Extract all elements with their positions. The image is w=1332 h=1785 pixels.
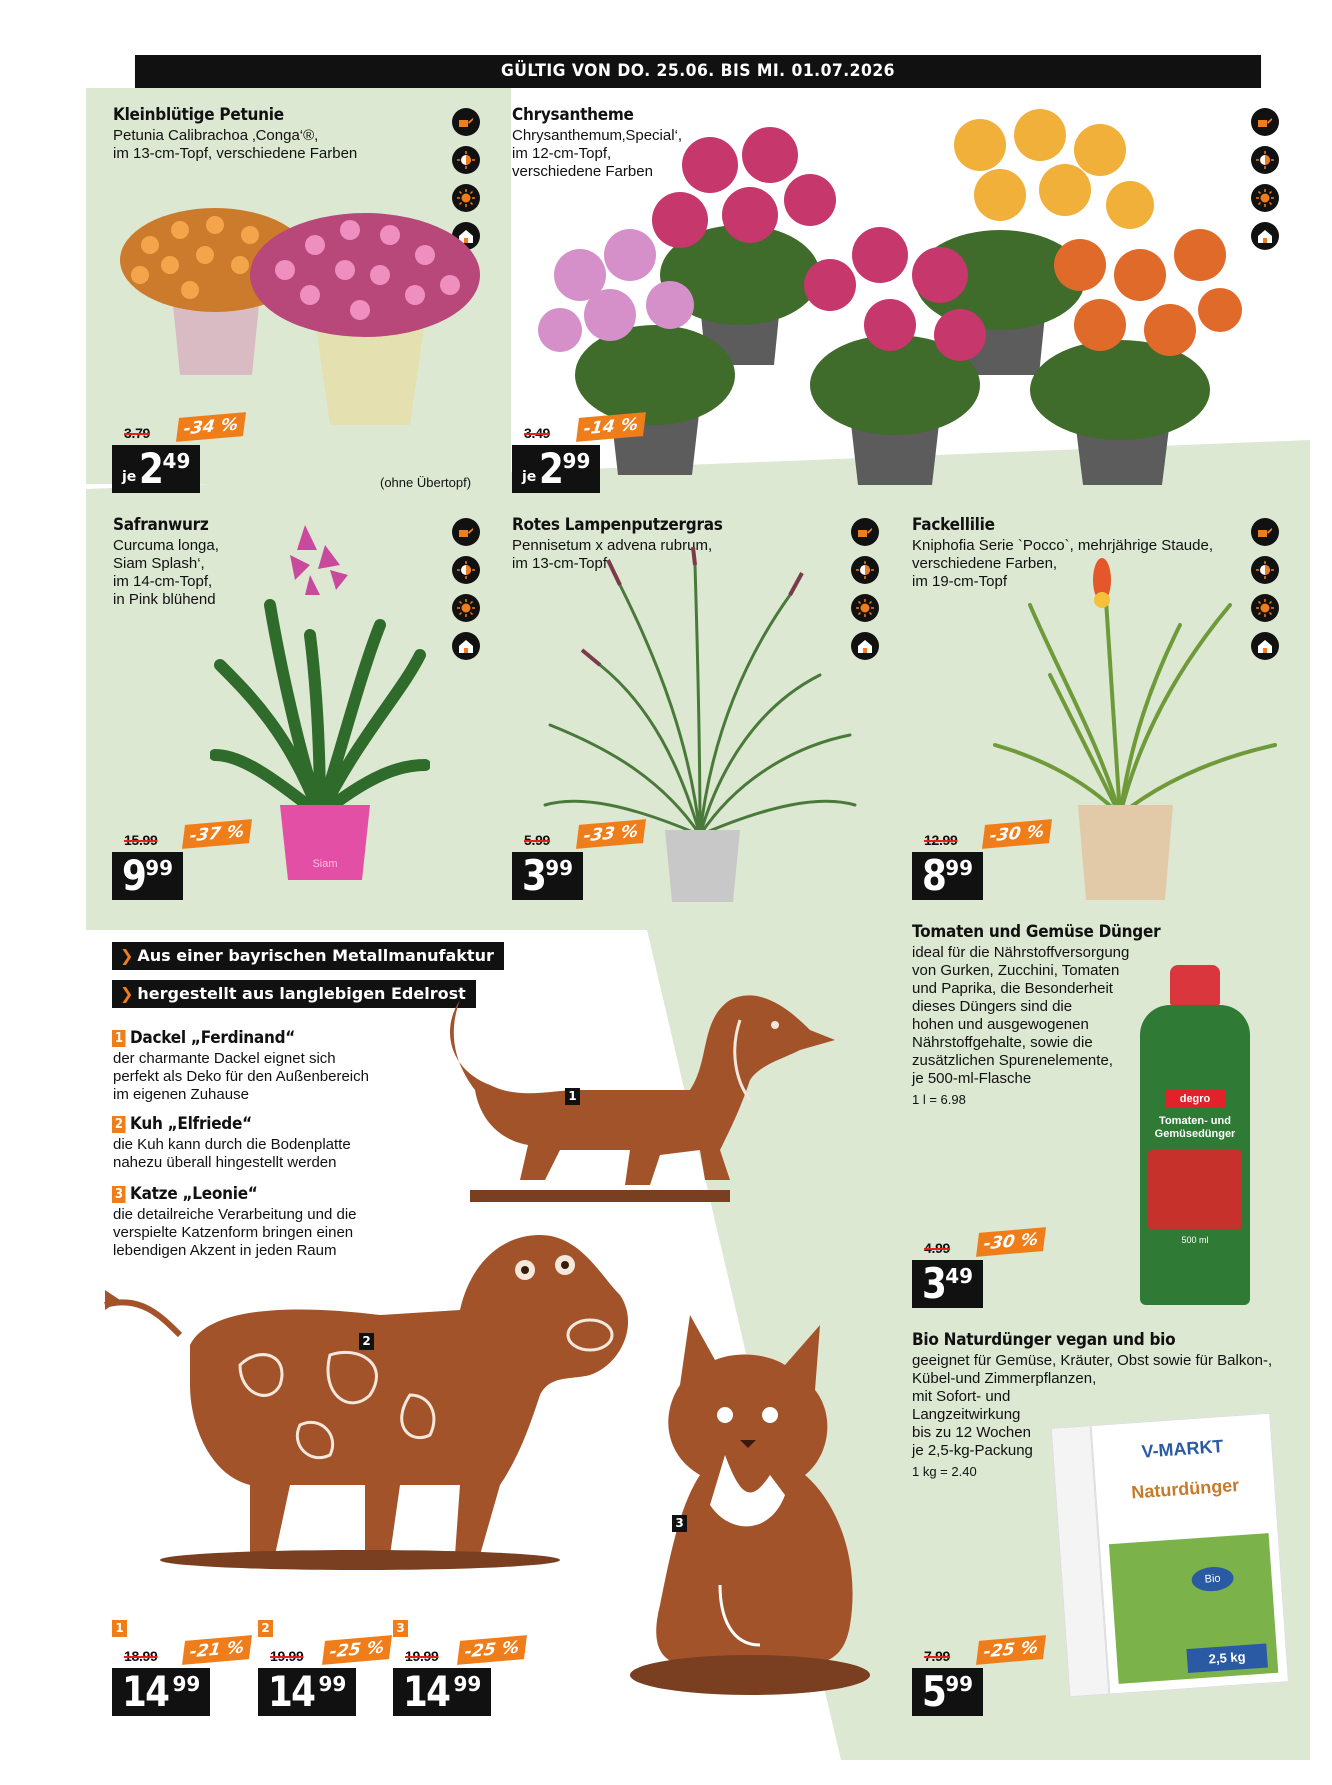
price-integer: 14 xyxy=(403,1667,450,1716)
product-title-fackellilie: Fackellilie xyxy=(912,515,995,535)
product-title-lampenputzergras: Rotes Lampenputzergras xyxy=(512,515,723,535)
pot-label: Siam xyxy=(312,858,338,870)
price-integer: 14 xyxy=(122,1667,169,1716)
price-box xyxy=(912,1668,983,1716)
product-desc-lampenputzergras: Pennisetum x advena rubrum, im 13-cm-Topf xyxy=(512,537,713,572)
product-desc-tomatenduenger: ideal für die Nährstoffversorgung von Gurken, Zucchini, Tomaten und Paprika, die Besonderheit dieses Düngers sind die hohen und ausgewogenen Nährstoffgehalte, sowie die zusätzlichen Spurenelemente, je 500-ml-Flasche xyxy=(912,944,1130,1087)
old-price: 7.99 xyxy=(924,1648,951,1664)
cow-figure xyxy=(100,1225,640,1585)
item-title-katze xyxy=(112,1184,258,1204)
feature-bullet xyxy=(112,942,504,970)
half-sun-icon xyxy=(452,146,480,174)
half-sun-icon xyxy=(452,556,480,584)
note-without-pot: (ohne Übertopf) xyxy=(380,475,472,490)
old-price: 5.99 xyxy=(524,832,551,848)
price-integer: 2 xyxy=(139,444,163,493)
price-decimal: 49 xyxy=(162,449,191,473)
item-number: 3 xyxy=(112,1186,126,1203)
price-integer: 14 xyxy=(268,1667,315,1716)
item-number: 2 xyxy=(112,1116,126,1133)
product-title-safranwurz: Safranwurz xyxy=(113,515,209,535)
dachshund-figure xyxy=(430,990,840,1230)
price-integer: 2 xyxy=(539,444,563,493)
old-price: 3.79 xyxy=(124,425,151,441)
watering-can-icon xyxy=(1251,108,1279,136)
price-decimal: 99 xyxy=(945,1672,974,1696)
unit-price: 1 kg = 2.40 xyxy=(912,1464,977,1479)
validity-header: GÜLTIG VON DO. 25.06. BIS MI. 01.07.2026 xyxy=(135,55,1261,88)
price-box xyxy=(112,1668,210,1716)
price-decimal: 99 xyxy=(318,1672,347,1696)
figure-number-2: 2 xyxy=(359,1333,374,1350)
item-desc-dackel: der charmante Dackel eignet sich perfekt als Deko für den Außenbereich im eigenen Zuhause xyxy=(113,1050,369,1103)
price-integer: 3 xyxy=(522,851,546,900)
discount-badge: -30 % xyxy=(982,819,1052,849)
old-price: 3.49 xyxy=(524,425,551,441)
watering-can-icon xyxy=(452,108,480,136)
price-box xyxy=(258,1668,356,1716)
arrow-icon: ❯ xyxy=(120,946,134,965)
figure-number-1: 1 xyxy=(565,1088,580,1105)
feature-text: hergestellt aus langlebigen Edelrost xyxy=(137,984,466,1003)
price-number-1: 1 xyxy=(112,1620,127,1637)
fertilizer-bottle-image xyxy=(1140,965,1250,1305)
feature-bullet xyxy=(112,980,476,1008)
arrow-icon: ❯ xyxy=(120,984,134,1003)
item-title-text: Kuh „Elfriede“ xyxy=(130,1114,252,1134)
price-prefix: je xyxy=(122,469,137,485)
item-title-text: Dackel „Ferdinand“ xyxy=(130,1028,296,1048)
item-desc-kuh: die Kuh kann durch die Bodenplatte nahezu überall hingestellt werden xyxy=(113,1136,351,1171)
item-title-dackel xyxy=(112,1028,295,1048)
product-desc-chrysantheme: Chrysanthemum‚Special‘, im 12-cm-Topf, verschiedene Farben xyxy=(512,127,683,180)
house-icon xyxy=(1251,222,1279,250)
price-integer: 8 xyxy=(922,851,946,900)
price-decimal: 99 xyxy=(562,449,591,473)
price-box xyxy=(112,852,183,900)
old-price: 18.99 xyxy=(124,1648,158,1664)
discount-badge: -34 % xyxy=(176,412,246,442)
price-box xyxy=(912,852,983,900)
price-prefix: je xyxy=(522,469,537,485)
price-box xyxy=(112,445,200,493)
house-icon xyxy=(452,632,480,660)
watering-can-icon xyxy=(452,518,480,546)
item-title-text: Katze „Leonie“ xyxy=(130,1184,258,1204)
cat-figure xyxy=(620,1305,880,1705)
pack-badge: Bio xyxy=(1191,1566,1235,1593)
bottle-volume: 500 ml xyxy=(1181,1235,1209,1245)
discount-badge: -25 % xyxy=(457,1635,527,1665)
product-title-petunie: Kleinblütige Petunie xyxy=(113,105,284,125)
fertilizer-pack-image xyxy=(1051,1413,1290,1703)
product-title-naturduenger: Bio Naturdünger vegan und bio xyxy=(912,1330,1176,1350)
product-title-tomatenduenger: Tomaten und Gemüse Dünger xyxy=(912,922,1161,942)
old-price: 4.99 xyxy=(924,1240,951,1256)
price-decimal: 49 xyxy=(945,1264,974,1288)
price-box xyxy=(512,852,583,900)
price-box xyxy=(512,445,600,493)
price-box xyxy=(393,1668,491,1716)
old-price: 12.99 xyxy=(924,832,958,848)
price-box xyxy=(912,1260,983,1308)
kniphofia-image xyxy=(990,545,1280,905)
product-desc-fackellilie: Kniphofia Serie `Pocco`, mehrjährige Staude, verschiedene Farben, im 19-cm-Topf xyxy=(912,537,1213,590)
old-price: 15.99 xyxy=(124,832,158,848)
pack-brand: V-MARKT xyxy=(1140,1436,1225,1462)
sun-icon xyxy=(1251,184,1279,212)
price-decimal: 99 xyxy=(453,1672,482,1696)
feature-text: Aus einer bayrischen Metallmanufaktur xyxy=(137,946,494,965)
price-decimal: 99 xyxy=(172,1672,201,1696)
half-sun-icon xyxy=(1251,146,1279,174)
old-price: 19.99 xyxy=(270,1648,304,1664)
discount-badge: -21 % xyxy=(182,1635,252,1665)
product-desc-petunie: Petunia Calibrachoa ‚Conga‘®, im 13-cm-Topf, verschiedene Farben xyxy=(113,127,358,162)
sun-icon xyxy=(452,594,480,622)
pack-weight: 2,5 kg xyxy=(1186,1643,1267,1673)
discount-badge: -37 % xyxy=(182,819,252,849)
item-number: 1 xyxy=(112,1030,126,1047)
discount-badge: -33 % xyxy=(576,819,646,849)
unit-price: 1 l = 6.98 xyxy=(912,1092,966,1107)
price-decimal: 99 xyxy=(945,856,974,880)
petunia-image xyxy=(110,200,480,430)
figure-number-3: 3 xyxy=(672,1515,687,1532)
watering-can-icon xyxy=(851,518,879,546)
price-number-2: 2 xyxy=(258,1620,273,1637)
old-price: 19.99 xyxy=(405,1648,439,1664)
product-desc-naturduenger: geeignet für Gemüse, Kräuter, Obst sowie für Balkon-, Kübel-und Zimmerpflanzen, mit Sofort- und Langzeitwirkung bis zu 12 Wochen je 2,5-kg-Packung xyxy=(912,1352,1273,1459)
care-icons-chrysantheme xyxy=(1251,108,1281,260)
price-integer: 9 xyxy=(122,851,146,900)
price-integer: 5 xyxy=(922,1667,946,1716)
bottle-label: Tomaten- und Gemüsedünger xyxy=(1154,1115,1236,1140)
item-desc-katze: die detailreiche Verarbeitung und die verspielte Katzenform bringen einen lebendigen Akzent in jeden Raum xyxy=(113,1206,357,1259)
item-title-kuh xyxy=(112,1114,252,1134)
care-icons-safranwurz xyxy=(452,518,482,670)
discount-badge: -25 % xyxy=(976,1635,1046,1665)
pack-label: Naturdünger xyxy=(1130,1475,1240,1503)
price-decimal: 99 xyxy=(145,856,174,880)
price-number-3: 3 xyxy=(393,1620,408,1637)
bottle-brand: degro xyxy=(1165,1090,1225,1108)
price-integer: 3 xyxy=(922,1259,946,1308)
price-decimal: 99 xyxy=(545,856,574,880)
discount-badge: -30 % xyxy=(976,1227,1046,1257)
watering-can-icon xyxy=(1251,518,1279,546)
discount-badge: -25 % xyxy=(322,1635,392,1665)
pennisetum-image xyxy=(540,545,860,905)
product-title-chrysantheme: Chrysantheme xyxy=(512,105,634,125)
product-desc-safranwurz: Curcuma longa, Siam Splash‘, im 14-cm-Topf, in Pink blühend xyxy=(113,537,219,608)
discount-badge: -14 % xyxy=(576,412,646,442)
